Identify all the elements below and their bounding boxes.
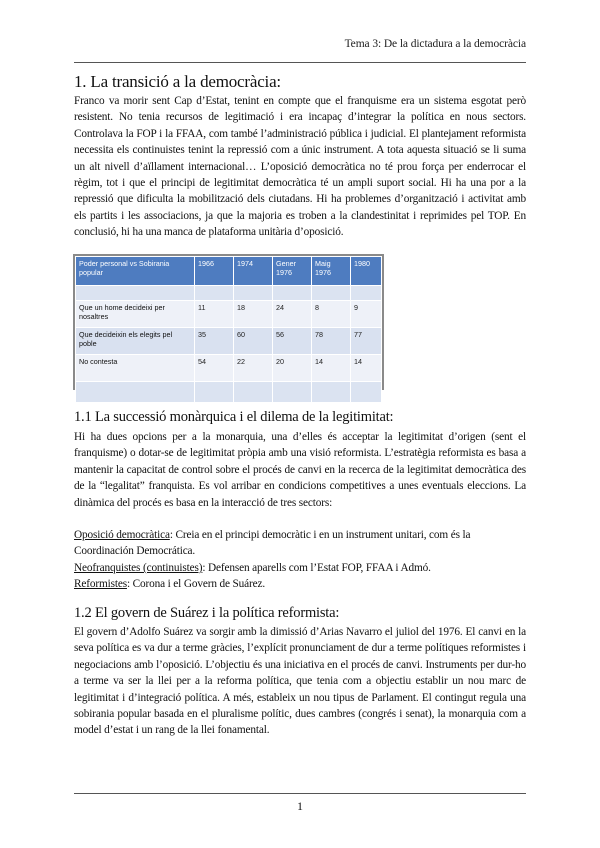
definition-term: Oposició democràtica	[74, 529, 170, 541]
table-header-cell: 1974	[234, 257, 273, 286]
survey-table	[75, 256, 382, 403]
page-number: 1	[297, 799, 303, 813]
running-header: Tema 3: De la dictadura a la democràcia	[344, 38, 526, 50]
table-row	[76, 301, 382, 328]
definition-term: Reformistes	[74, 578, 127, 590]
table-cell: 78	[312, 328, 351, 355]
section-paragraph-transition: Franco va morir sent Cap d’Estat, tenint en compte que el franquisme era un sistema esgotat però resistent. No tenia recursos de legitimació i era incapaç d’integrar la política en nous sectors. Controlava la FOP i la FFAA, com també l’administració pública i judicial. El plantejament reformista necessita els continuistes tenint la repressió com a únic instrument. A tota aquesta situació se li suma un alt nivell d’aïllament internacional… L’oposició democràtica no té prou força per enderrocar el règim, tot i que el principi de legitimitat democràtica té un ampli suport social. Hi ha una por a la repressió que dificulta la mobilització dels ciutadans. Hi ha problemes d’organització i activitat amb els partits i les associacions, ja que la majoria es troben a la clandestinitat i reprimides pel TOP. En conclusió, hi ha una manca de plataforma unitària d’oposició.	[74, 95, 526, 239]
table-cell: 24	[273, 301, 312, 328]
table-header-cell: 1980	[351, 257, 382, 286]
table-spacer-row	[76, 286, 382, 301]
definition-neofrancoists	[74, 560, 526, 576]
definition-democratic-opposition	[74, 527, 526, 560]
table-cell: 35	[195, 328, 234, 355]
footer-rule	[74, 793, 526, 794]
table-cell: 14	[351, 355, 382, 382]
table-cell: 60	[234, 328, 273, 355]
table-cell: 11	[195, 301, 234, 328]
survey-table-frame	[73, 254, 384, 390]
table-cell: 56	[273, 328, 312, 355]
table-cell: 54	[195, 355, 234, 382]
table-header-cell: Gener 1976	[273, 257, 312, 286]
table-header-cell: Poder personal vs Sobirania popular	[76, 257, 195, 286]
section-heading-succession: 1.1 La successió monàrquica i el dilema de la legitimitat:	[74, 409, 394, 425]
definition-text: : Creia en el principi democràtic i en un instrument unitari, com és la Coordinación Democrática.	[74, 529, 471, 558]
table-row	[76, 328, 382, 355]
table-cell: Que decideixin els elegits pel poble	[76, 328, 195, 355]
section-paragraph-succession: Hi ha dues opcions per a la monarquia, una d’elles és acceptar la legitimitat d’origen (sent el franquisme) o dotar-se de legitimitat pròpia amb una visió reformista. L’estratègia reformista es basa a mantenir la capacitat de control sobre el procés de canvi en la recerca de la legitimitat democràtica des de la “legalitat” franquista. Es vol arribar en condicions competitives a unes eventuals eleccions. La dinàmica del procés es basa en la interacció de tres sectors:	[74, 431, 526, 509]
definition-text: : Defensen aparells com l’Estat FOP, FFAA i Admó.	[202, 562, 431, 574]
table-spacer-row	[76, 382, 382, 403]
definition-text: : Corona i el Govern de Suárez.	[126, 578, 266, 590]
section-heading-transition: 1. La transició a la democràcia:	[74, 72, 281, 91]
table-cell: No contesta	[76, 355, 195, 382]
table-cell: Que un home decideixi per nosaltres	[76, 301, 195, 328]
table-cell: 20	[273, 355, 312, 382]
definition-reformists	[74, 576, 526, 592]
table-cell: 77	[351, 328, 382, 355]
section-paragraph-suarez: El govern d’Adolfo Suárez va sorgir amb la dimissió d’Arias Navarro el juliol del 1976. El canvi en la seva política es va dur a terme gràcies, l’explícit pronunciament de dur a terme polítiques reformistes i negociacions amb l’oposició. L’objectiu és una iniciativa en el procés de canvi. Instruments per dur-ho a terme va ser la llei per a la reforma política, que tenia com a objectiu establir un nou marc de legitimitat i d’integració política. A més, estableix un nou tipus de Parlament. El contingut regula una sobirania popular basada en el pluralisme polític, dues cambres (congrés i senat), la monarquia com a model d’estat i un rang de la llei fonamental.	[74, 626, 526, 737]
table-cell: 8	[312, 301, 351, 328]
table-cell: 18	[234, 301, 273, 328]
table-cell: 9	[351, 301, 382, 328]
table-header-cell: Maig 1976	[312, 257, 351, 286]
table-cell: 22	[234, 355, 273, 382]
definition-term: Neofranquistes (continuistes)	[74, 562, 203, 574]
table-row	[76, 355, 382, 382]
section-heading-suarez: 1.2 El govern de Suárez i la política reformista:	[74, 605, 340, 621]
header-rule	[74, 62, 526, 63]
table-cell: 14	[312, 355, 351, 382]
table-header-row	[76, 257, 382, 286]
table-header-cell: 1966	[195, 257, 234, 286]
